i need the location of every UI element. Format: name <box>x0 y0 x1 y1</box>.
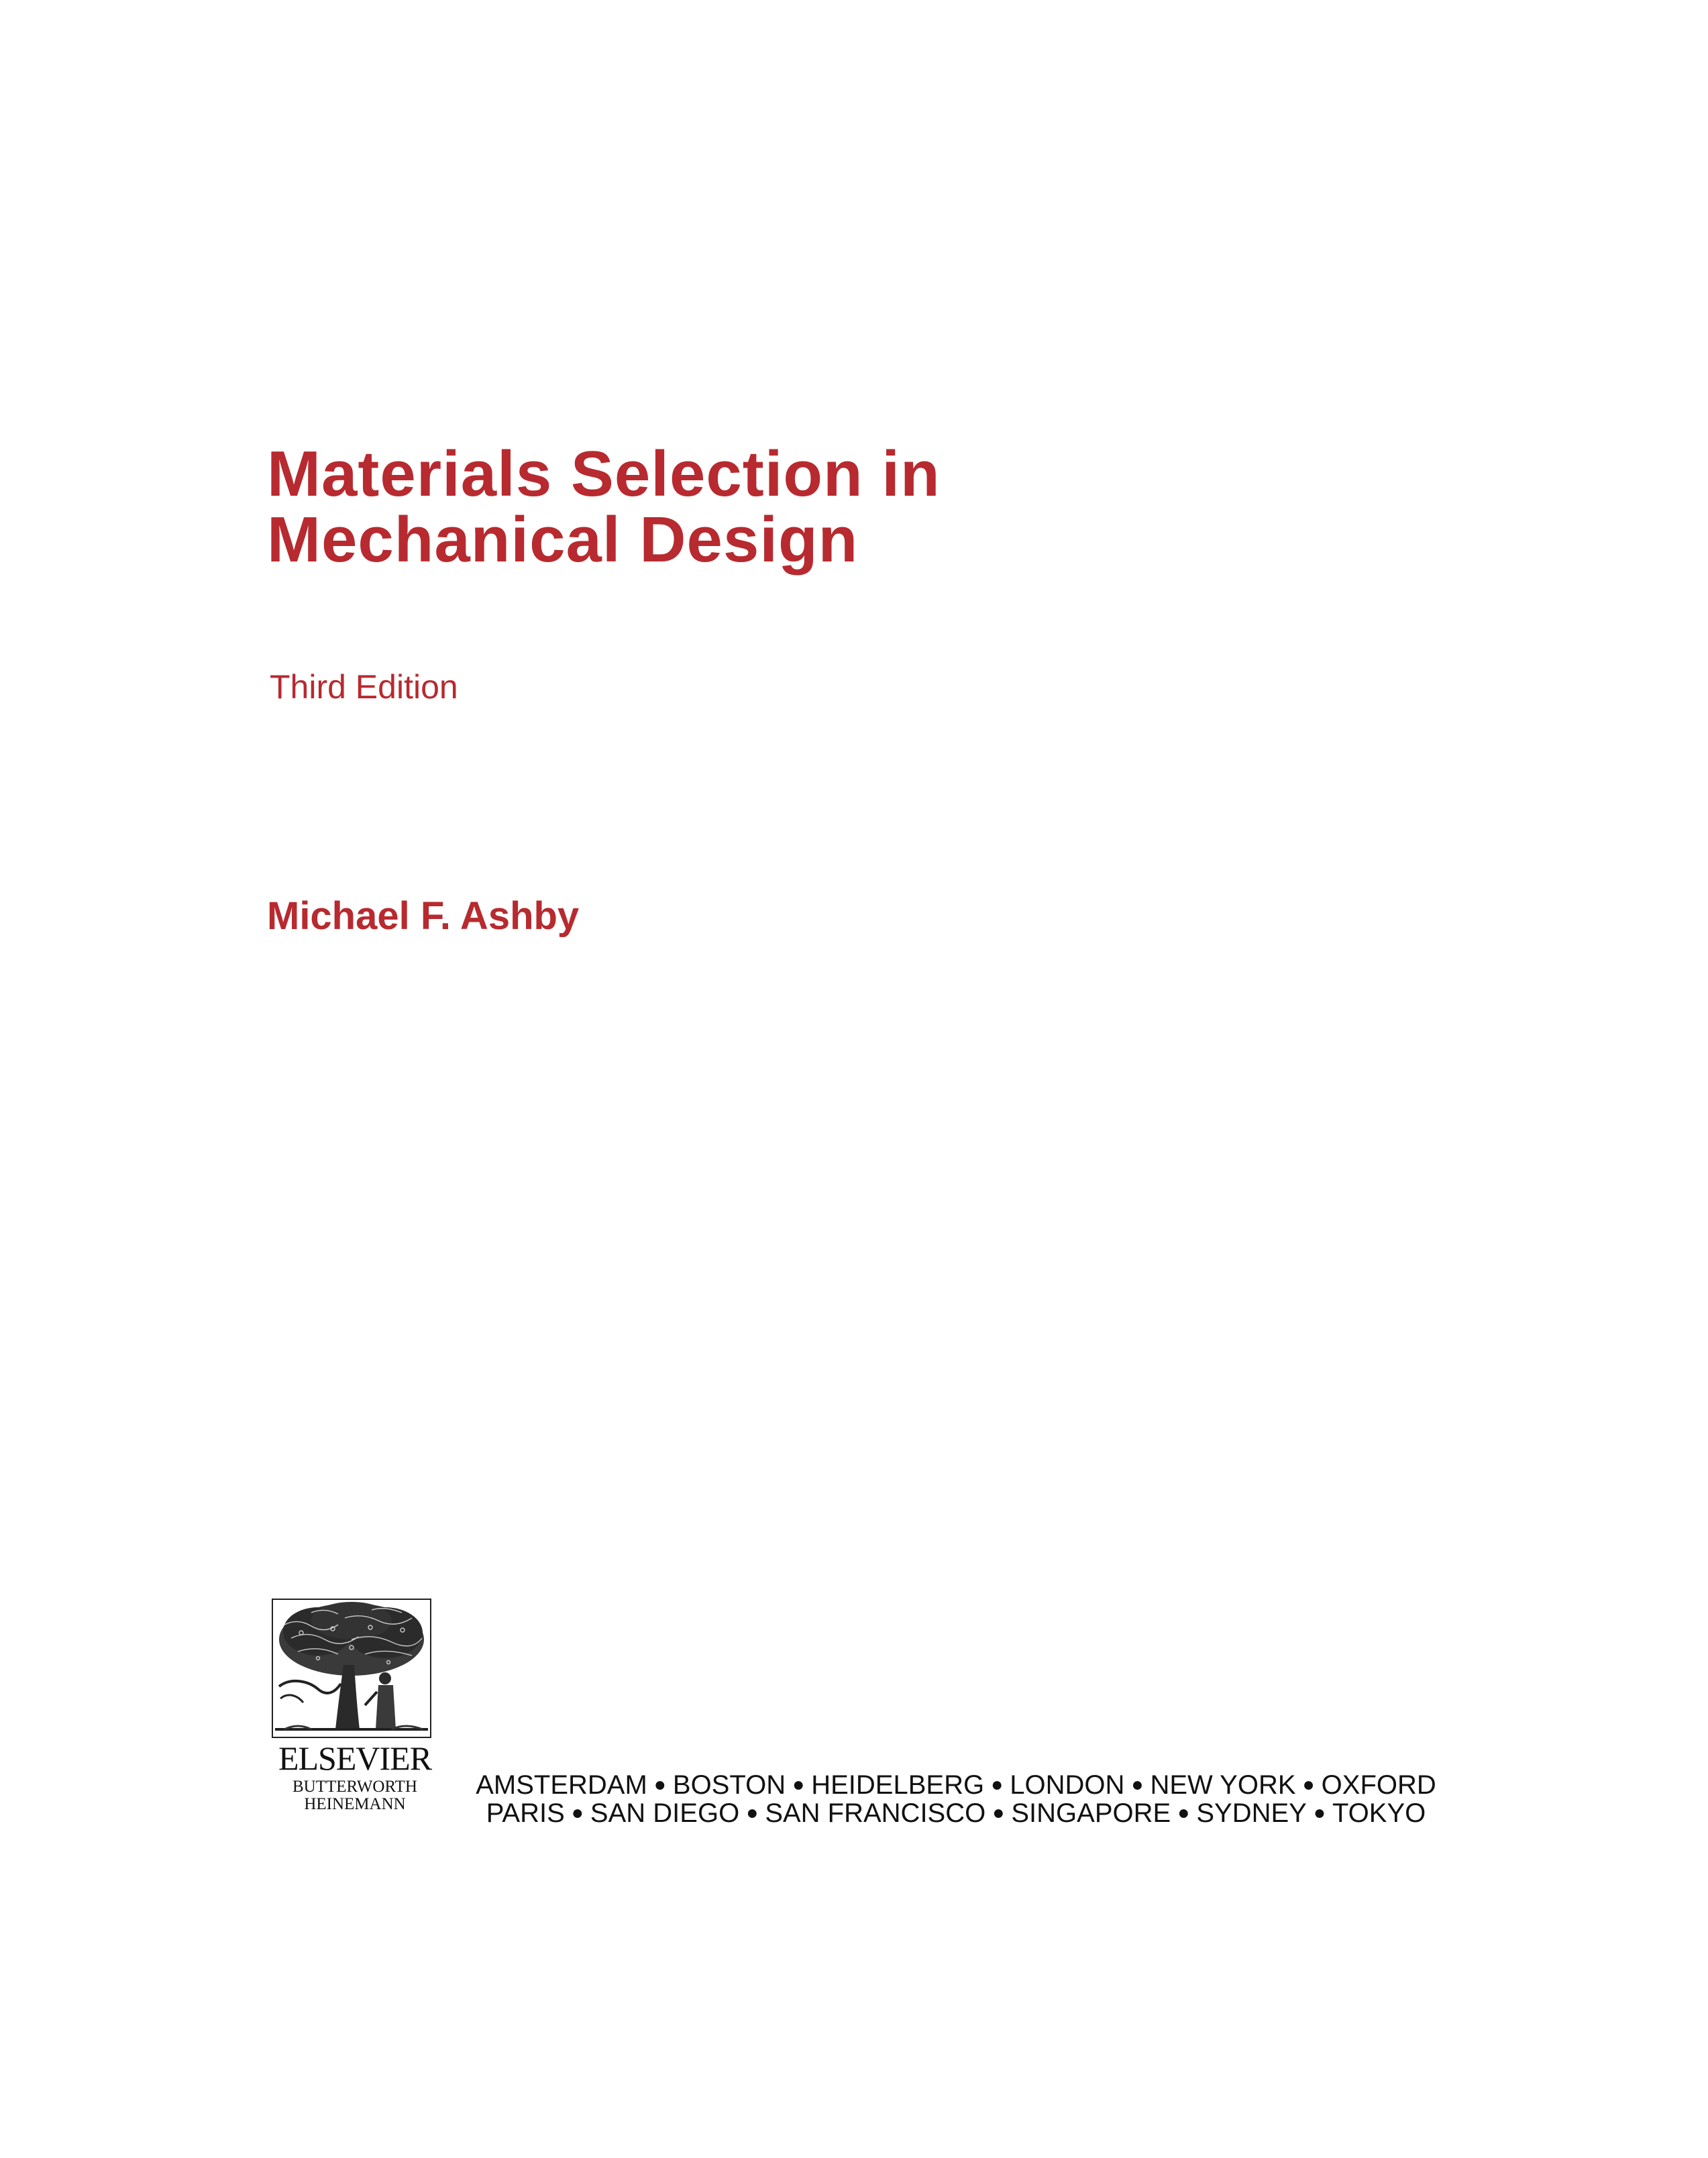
city-name: NEW YORK <box>1150 1770 1296 1800</box>
book-title-line-1: Materials Selection in <box>267 438 941 510</box>
cities-line-2 <box>463 1799 1449 1827</box>
separator-bullet-icon: ● <box>1302 1774 1315 1796</box>
author-name: Michael F. Ashby <box>267 894 580 938</box>
separator-bullet-icon: ● <box>571 1802 584 1824</box>
city-name: BOSTON <box>672 1770 786 1800</box>
city-name: SAN DIEGO <box>590 1798 740 1828</box>
city-name: SAN FRANCISCO <box>765 1798 986 1828</box>
separator-bullet-icon: ● <box>653 1774 666 1796</box>
separator-bullet-icon: ● <box>792 1774 805 1796</box>
publisher-cities <box>463 1771 1456 1827</box>
book-title <box>267 438 1407 576</box>
separator-bullet-icon: ● <box>1177 1802 1190 1824</box>
city-name: TOKYO <box>1332 1798 1426 1828</box>
city-name: OXFORD <box>1321 1770 1436 1800</box>
separator-bullet-icon: ● <box>1313 1802 1326 1824</box>
separator-bullet-icon: ● <box>1131 1774 1144 1796</box>
separator-bullet-icon: ● <box>992 1802 1005 1824</box>
city-name: HEIDELBERG <box>811 1770 985 1800</box>
cities-line-1 <box>463 1771 1449 1799</box>
imprint-line-1: BUTTERWORTH <box>292 1778 417 1796</box>
city-name: PARIS <box>486 1798 565 1828</box>
publisher-name: ELSEVIER <box>278 1739 432 1777</box>
edition-label: Third Edition <box>270 668 458 706</box>
separator-bullet-icon: ● <box>746 1802 759 1824</box>
book-title-line-2: Mechanical Design <box>267 504 859 576</box>
city-name: AMSTERDAM <box>476 1770 647 1800</box>
imprint-line-2: HEINEMANN <box>304 1795 406 1813</box>
city-name: SINGAPORE <box>1011 1798 1171 1828</box>
publisher-block <box>271 1598 439 1826</box>
city-name: SYDNEY <box>1196 1798 1307 1828</box>
separator-bullet-icon: ● <box>991 1774 1004 1796</box>
elsevier-tree-logo-icon <box>271 1598 432 1739</box>
city-name: LONDON <box>1010 1770 1125 1800</box>
